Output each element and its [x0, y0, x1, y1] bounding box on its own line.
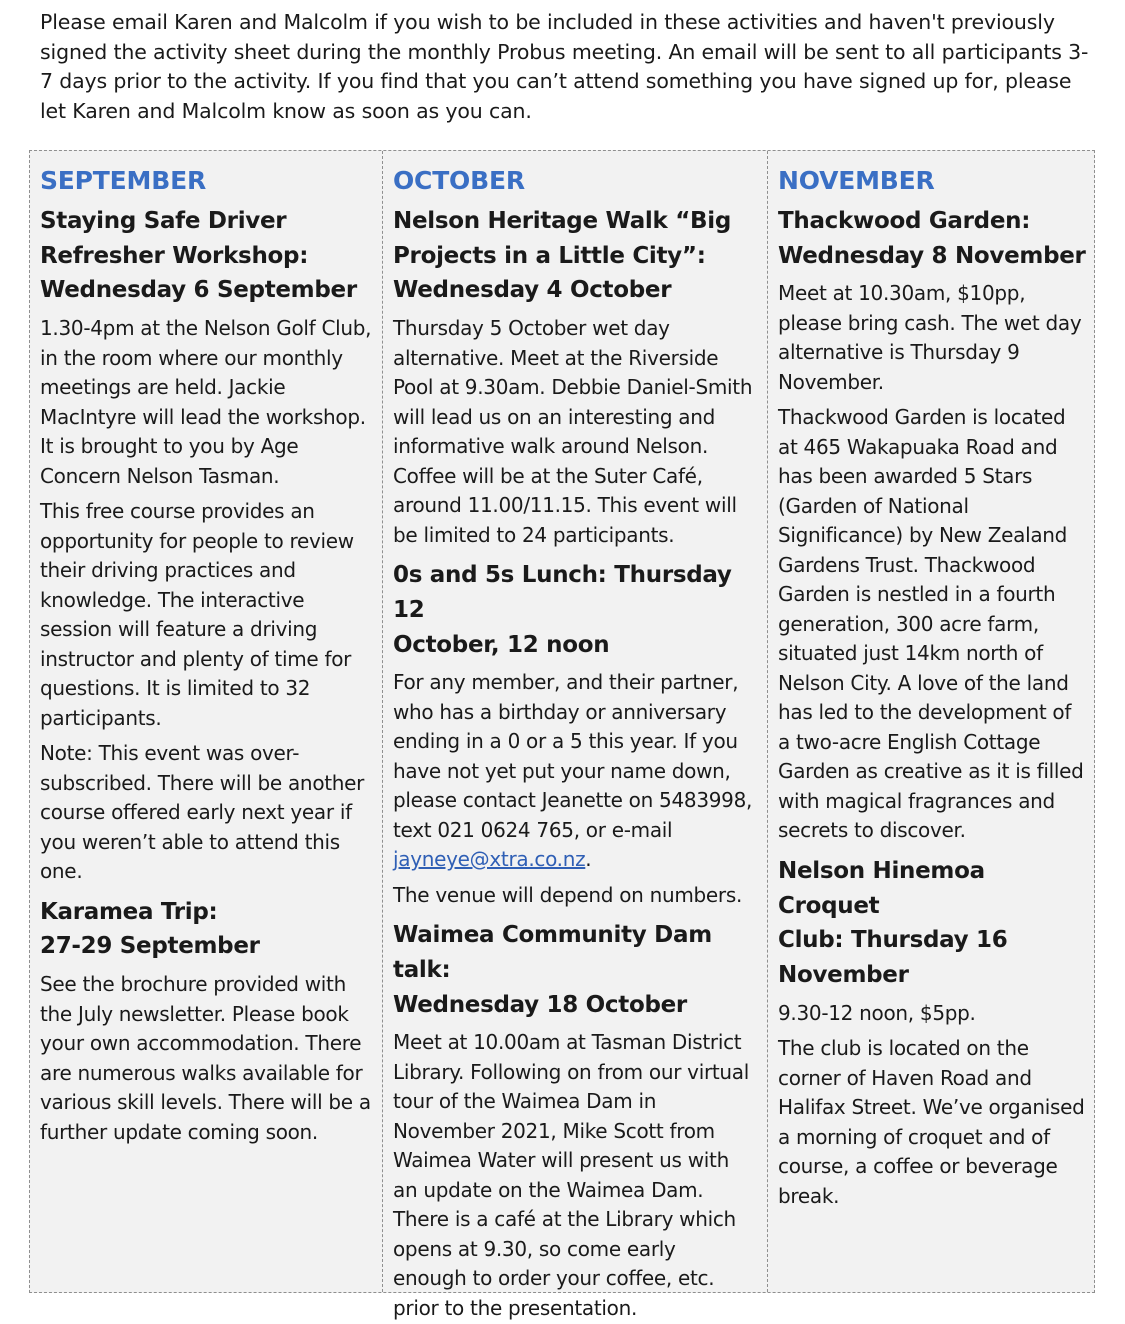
event-note: Note: This event was over-subscribed. There will be another course offered early next year if you weren’t able to attend this one. [40, 741, 365, 884]
event-description: Thackwood Garden is located at 465 Wakapuaka Road and has been awarded 5 Stars (Garden of National Significance) by New Zealand Gardens Trust. Thackwood Garden is nestled in a fourth generation, 300 acre farm, situated just 14km north of Nelson City. A love of the land has led to the development of a two-acre English Cottage Garden as creative as it is filled with magical fragrances and secrets to discover. [778, 405, 1084, 843]
event-title-line: Karamea Trip: [40, 898, 218, 925]
event-details: 9.30-12 noon, $5pp. [778, 1000, 976, 1025]
event-details: See the brochure provided with the July newsletter. Please book your own accommodation. There are numerous walks available for various skill levels. There will be a further update coming soon. [40, 972, 371, 1144]
month-heading-october: OCTOBER [393, 166, 525, 195]
event-title-driver-workshop [40, 204, 375, 308]
event-title-line: Nelson Heritage Walk “Big [393, 208, 732, 234]
event-title-line: Refresher Workshop: [40, 242, 309, 269]
event-date: November [778, 962, 909, 989]
event-title-line: Staying Safe Driver [40, 208, 287, 234]
event-details: Thursday 5 October wet day alternative. Meet at the Riverside Pool at 9.30am. Debbie Daniel-Smith will lead us on an interesting and informative walk around Nelson. Coffee will be at the Suter Café, around 11.00/11.15. This event will be limited to 24 participants. [393, 316, 753, 547]
intro-paragraph: Please email Karen and Malcolm if you wish to be included in these activities and haven't previously signed the activity sheet during the monthly Probus meeting. An email will be sent to all participants 3-7 days prior to the activity. If you find that you can’t attend something you have signed up for, please let Karen and Malcolm know as soon as you can. [40, 10, 1089, 123]
event-details: 1.30-4pm at the Nelson Golf Club, in the room where our monthly meetings are held. Jackie MacIntyre will lead the workshop. It is brought to you by Age Concern Nelson Tasman. [40, 316, 372, 488]
event-details: Meet at 10.00am at Tasman District Library. Following on from our virtual tour of the Waimea Dam in November 2021, Mike Scott from Waimea Water will present us with an update on the Waimea Dam. There is a café at the Library which opens at 9.30, so come early enough to order your coffee, etc. prior to the presentation. [393, 1030, 750, 1320]
event-title-line: 0s and 5s Lunch: Thursday 12 [393, 562, 732, 623]
event-details [393, 668, 755, 875]
event-title-line: Nelson Hinemoa Croquet [778, 857, 985, 919]
column-divider [767, 151, 768, 1292]
event-title-line: Waimea Community Dam talk: [393, 922, 712, 983]
event-details-text: For any member, and their partner, who has a birthday or anniversary ending in a 0 or a 5 this year. If you have not yet put your name down, please contact Jeanette on 5483998, text 021 0624 765, or e-mail [393, 670, 753, 842]
event-date: 27-29 September [40, 933, 260, 960]
event-details: Meet at 10.30am, $10pp, please bring cash. The wet day alternative is Thursday 9 November. [778, 281, 1082, 394]
event-date: Wednesday 4 October [393, 277, 672, 304]
month-heading-november: NOVEMBER [778, 166, 935, 195]
event-date: Wednesday 6 September [40, 277, 357, 304]
event-date: Wednesday 8 November [778, 242, 1086, 269]
event-title-0s-5s-lunch [393, 558, 755, 662]
punctuation: . [585, 847, 592, 872]
column-divider [382, 151, 383, 1292]
september-column [40, 151, 375, 1147]
email-link[interactable]: jayneye@xtra.co.nz [393, 847, 586, 872]
event-title-dam-talk [393, 918, 755, 1022]
event-description: The club is located on the corner of Haven Road and Halifax Street. We’ve organised a morning of croquet and of course, a coffee or beverage break. [778, 1036, 1085, 1208]
event-title-karamea-trip [40, 895, 375, 964]
activities-table [29, 150, 1095, 1320]
event-title-line: Club: Thursday 16 [778, 927, 1008, 954]
event-title-thackwood-garden [778, 204, 1088, 273]
event-title-heritage-walk [393, 204, 755, 308]
month-heading-september: SEPTEMBER [40, 166, 206, 195]
event-title-line: Projects in a Little City”: [393, 242, 706, 269]
event-description: This free course provides an opportunity for people to review their driving practices and knowledge. The interactive session will feature a driving instructor and plenty of time for questions. It is limited to 32 participants. [40, 499, 354, 730]
event-date: October, 12 noon [393, 631, 610, 658]
event-note: The venue will depend on numbers. [393, 882, 743, 907]
event-title-croquet-club [778, 854, 1088, 993]
november-column [778, 151, 1088, 1211]
october-column [393, 151, 755, 1323]
event-title-line: Thackwood Garden: [778, 208, 1031, 234]
event-date: Wednesday 18 October [393, 991, 687, 1018]
